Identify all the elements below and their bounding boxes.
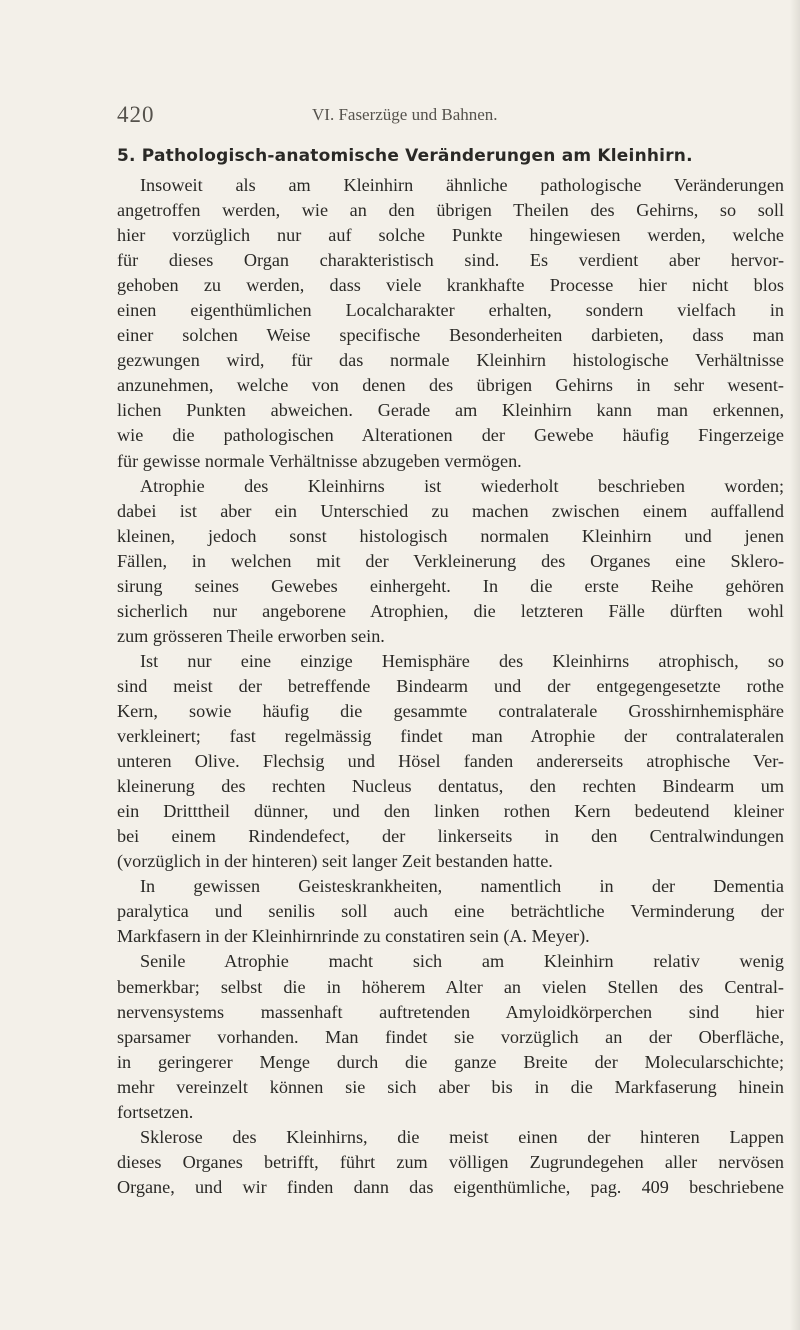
page-number: 420 bbox=[117, 102, 155, 127]
text-line: Organe, und wir finden dann das eigenthümliche, pag. 409 beschriebene bbox=[117, 1176, 784, 1197]
text-line: fortsetzen. bbox=[117, 1101, 194, 1122]
text-line: für gewisse normale Verhältnisse abzugeben vermögen. bbox=[117, 450, 522, 471]
text-line: Kern, sowie häufig die gesammte contralaterale Grosshirnhemisphäre bbox=[117, 700, 784, 721]
text-line: wie die pathologischen Alterationen der Gewebe häufig Fingerzeige bbox=[117, 425, 784, 446]
text-line: sirung seines Gewebes einhergeht. In die erste Reihe gehören bbox=[117, 575, 784, 596]
text-line: Fällen, in welchen mit der Verkleinerung des Organes eine Sklero- bbox=[117, 550, 784, 571]
text-line: paralytica und senilis soll auch eine beträchtliche Verminderung der bbox=[117, 901, 784, 922]
text-line: angetroffen werden, wie an den übrigen Theilen des Gehirns, so soll bbox=[117, 200, 784, 221]
running-head bbox=[117, 102, 707, 132]
text-line: Insoweit als am Kleinhirn ähnliche pathologische Veränderungen bbox=[140, 175, 784, 195]
text-line: gezwungen wird, für das normale Kleinhirn histologische Verhältnisse bbox=[117, 350, 784, 371]
text-line: In gewissen Geisteskrankheiten, namentlich in der Dementia bbox=[140, 876, 784, 897]
text-line: einer solchen Weise specifische Besonderheiten darbieten, dass man bbox=[117, 325, 784, 346]
text-line: anzunehmen, welche von denen des übrigen Gehirns in sehr wesent- bbox=[117, 375, 784, 396]
text-line: Senile Atrophie macht sich am Kleinhirn relativ wenig bbox=[140, 951, 784, 972]
text-line: Atrophie des Kleinhirns ist wiederholt beschrieben worden; bbox=[140, 475, 784, 496]
text-line: Ist nur eine einzige Hemisphäre des Kleinhirns atrophisch, so bbox=[140, 650, 784, 671]
page-edge-shadow bbox=[790, 0, 800, 1330]
text-line: nervensystems massenhaft auftretenden Amyloidkörperchen sind hier bbox=[117, 1001, 784, 1022]
text-line: dabei ist aber ein Unterschied zu machen zwischen einem auffallend bbox=[117, 500, 784, 521]
text-line: in geringerer Menge durch die ganze Breite der Molecularschichte; bbox=[117, 1051, 784, 1072]
text-line: unteren Olive. Flechsig und Hösel fanden andererseits atrophische Ver- bbox=[117, 751, 784, 772]
text-line: mehr vereinzelt können sie sich aber bis in die Markfaserung hinein bbox=[117, 1076, 784, 1097]
text-line: Markfasern in der Kleinhirnrinde zu constatiren sein (A. Meyer). bbox=[117, 926, 590, 947]
running-title: VI. Faserzüge und Bahnen. bbox=[312, 105, 498, 124]
text-line: Sklerose des Kleinhirns, die meist einen der hinteren Lappen bbox=[140, 1126, 784, 1147]
text-line: für dieses Organ charakteristisch sind. Es verdient aber hervor- bbox=[117, 250, 784, 271]
text-line: sparsamer vorhanden. Man findet sie vorzüglich an der Oberfläche, bbox=[117, 1026, 784, 1047]
text-line: verkleinert; fast regelmässig findet man Atrophie der contralateralen bbox=[117, 726, 784, 747]
text-line: kleinen, jedoch sonst histologisch normalen Kleinhirn und jenen bbox=[117, 525, 784, 546]
text-line: hier vorzüglich nur auf solche Punkte hingewiesen werden, welche bbox=[117, 225, 784, 246]
section-heading: 5. Pathologisch-anatomische Veränderungen am Kleinhirn. bbox=[117, 146, 693, 166]
text-line: sind meist der betreffende Bindearm und der entgegengesetzte rothe bbox=[117, 675, 784, 696]
text-line: einen eigenthümlichen Localcharakter erhalten, sondern vielfach in bbox=[117, 300, 784, 321]
text-line: bemerkbar; selbst die in höherem Alter an vielen Stellen des Central- bbox=[117, 976, 784, 997]
text-line: sicherlich nur angeborene Atrophien, die letzteren Fälle dürften wohl bbox=[117, 600, 784, 621]
text-line: bei einem Rindendefect, der linkerseits in den Centralwindungen bbox=[117, 826, 784, 847]
text-line: gehoben zu werden, dass viele krankhafte Processe hier nicht blos bbox=[117, 275, 784, 296]
text-line: (vorzüglich in der hinteren) seit langer Zeit bestanden hatte. bbox=[117, 851, 553, 872]
body-text bbox=[117, 173, 784, 1200]
text-line: kleinerung des rechten Nucleus dentatus, den rechten Bindearm um bbox=[117, 776, 784, 797]
text-line: zum grösseren Theile erworben sein. bbox=[117, 625, 385, 646]
text-line: ein Dritttheil dünner, und den linken rothen Kern bedeutend kleiner bbox=[117, 801, 784, 822]
text-line: dieses Organes betrifft, führt zum völligen Zugrundegehen aller nervösen bbox=[117, 1151, 784, 1172]
text-line: lichen Punkten abweichen. Gerade am Kleinhirn kann man erkennen, bbox=[117, 400, 784, 421]
